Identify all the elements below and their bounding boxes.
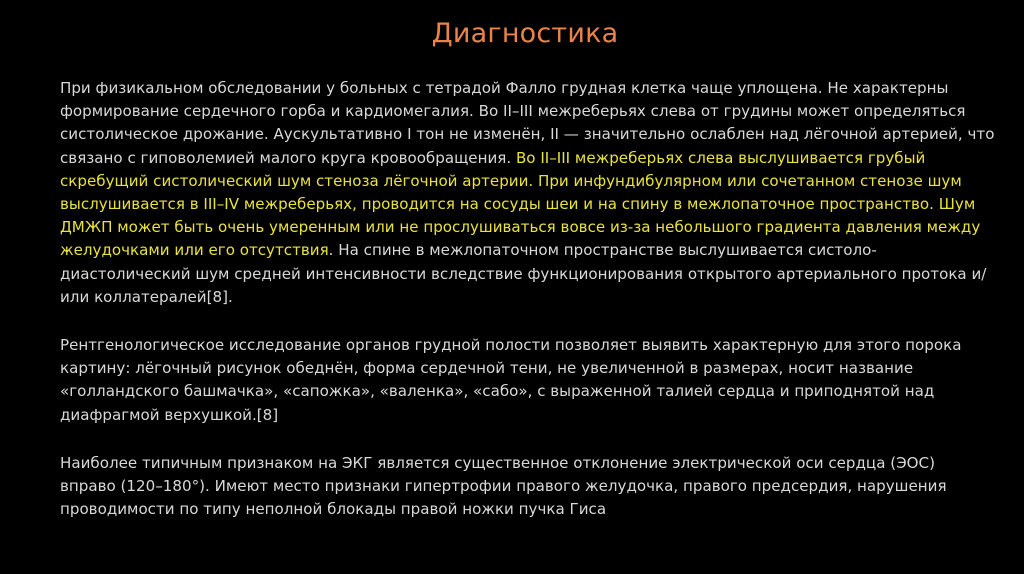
paragraph-physical-exam-continuation: . На спине в межлопаточном пространстве выслушивается систоло-диастолический шум средней интенсивности вследствие функционирования открытого артериального протока и/или коллатералей[8].	[60, 241, 987, 306]
highlighted-auscultation-text: Во II–III межреберьях слева выслушивается грубый скребущий систолический шум стеноза лёгочной артерии. При инфундибулярном или сочетанном стенозе шум выслушивается в III–IV межреберьях, проводится на сосуды шеи и на спину в межлопаточное пространство. Шум ДМЖП может быть очень умеренным или не прослушиваться вовсе из-за небольшого градиента давления между желудочками или его отсутствия	[60, 148, 981, 260]
paragraph-radiology: Рентгенологическое исследование органов грудной полости позволяет выявить характерную для этого порока картину: лёгочный рисунок обеднён, форма сердечной тени, не увеличенной в размерах, носит название «голландского башмачка», «сапожка», «валенка», «сабо», с выраженной талией сердца и приподнятой над диафрагмой верхушкой.[8]	[60, 336, 962, 424]
slide-title: Диагностика	[431, 18, 619, 49]
paragraph-physical-exam-text: При физикальном обследовании у больных с тетрадой Фалло грудная клетка чаще уплощена. Не характерны формирование сердечного горба и кардиомегалия. Во II–III межреберьях слева от грудины может определяться систолическое дрожание. Аускультативно I тон не изменён, II — значительно ослаблен над лёгочной артерией, что связано с гиповолемией малого круга кровообращения.	[60, 79, 995, 167]
slide-body	[60, 77, 995, 546]
paragraph-ecg: Наиболее типичным признаком на ЭКГ является существенное отклонение электрической оси сердца (ЭОС) вправо (120–180°). Имеют место признаки гипертрофии правого желудочка, правого предсердия, нарушения проводимости по типу неполной блокады правой ножки пучка Гиса	[60, 453, 947, 519]
paragraph-physical-exam	[60, 77, 995, 309]
